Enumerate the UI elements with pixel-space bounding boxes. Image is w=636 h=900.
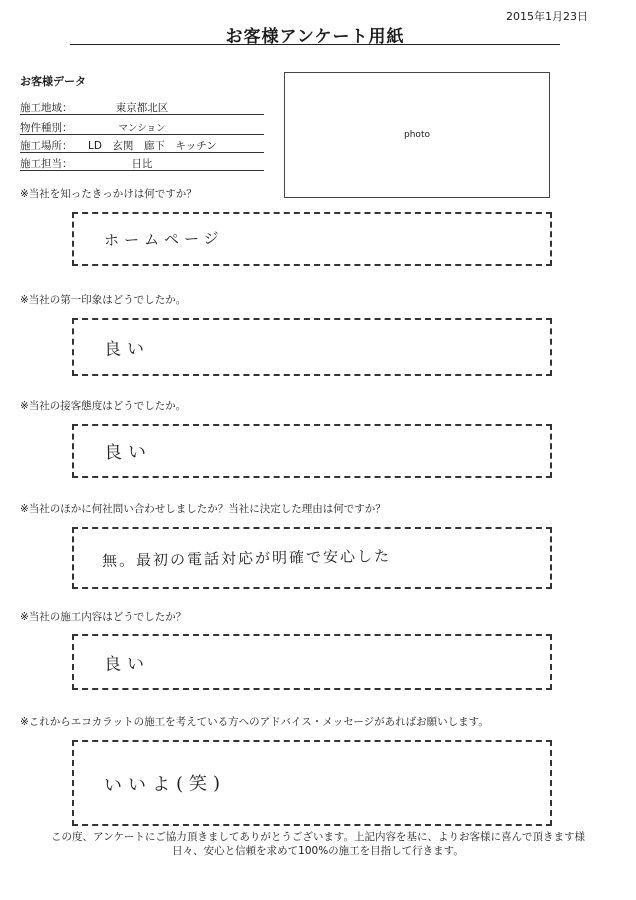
- handwritten-answer: 良い: [103, 339, 151, 360]
- info-row-property-type: [20, 120, 264, 135]
- footer-message: [20, 830, 616, 858]
- photo-placeholder: [284, 72, 550, 198]
- info-row-location: [20, 138, 264, 153]
- answer-box-2: [72, 318, 552, 376]
- answer-box-4: [72, 527, 552, 589]
- info-row-area: [20, 100, 264, 115]
- question-2: ※当社の第一印象はどうでしたか。: [20, 294, 187, 306]
- survey-date: 2015年1月23日: [506, 10, 588, 23]
- question-6: ※これからエコカラットの施工を考えている方へのアドバイス・メッセージがあればお願いします。: [20, 716, 489, 728]
- question-4: ※当社のほかに何社問い合わせしましたか？当社に決定した理由は何ですか？: [20, 503, 386, 515]
- info-row-staff: [20, 156, 264, 171]
- info-value: LD 玄関 廊下 キッチン: [88, 140, 217, 152]
- title-underline: [70, 44, 560, 45]
- answer-box-3: [72, 424, 552, 478]
- handwritten-answer: 良い: [103, 654, 151, 675]
- info-value: マンション: [118, 123, 166, 134]
- answer-box-1: [72, 212, 552, 266]
- footer-line-2: 日々、安心と信頼を求めて100%の施工を目指して行きます。: [172, 845, 464, 857]
- handwritten-answer: 無。最初の電話対応が明確で安心した: [101, 546, 392, 571]
- answer-box-6: [72, 740, 552, 826]
- info-label: 施工場所：: [20, 140, 73, 152]
- question-3: ※当社の接客態度はどうでしたか。: [20, 400, 187, 412]
- handwritten-answer: ホームページ: [103, 229, 224, 250]
- question-1: ※当社を知ったきっかけは何ですか？: [20, 188, 197, 200]
- customer-data-heading: お客様データ: [20, 75, 86, 88]
- handwritten-answer: 良い: [103, 441, 153, 464]
- answer-box-5: [72, 634, 552, 690]
- info-label: 物件種別：: [20, 122, 73, 134]
- page-title: お客様アンケート用紙: [225, 27, 405, 47]
- footer-line-1: この度、アンケートにご協力頂きましてありがとうございます。上記内容を基に、よりお客様に喜んで頂きます様: [50, 831, 586, 843]
- info-value: 日比: [131, 158, 153, 170]
- info-value: 東京都北区: [115, 102, 169, 114]
- question-5: ※当社の施工内容はどうでしたか？: [20, 611, 187, 623]
- handwritten-answer: いいよ(笑): [103, 772, 227, 797]
- info-label: 施工担当：: [20, 158, 73, 170]
- info-label: 施工地域：: [20, 102, 73, 114]
- photo-label: photo: [404, 130, 430, 140]
